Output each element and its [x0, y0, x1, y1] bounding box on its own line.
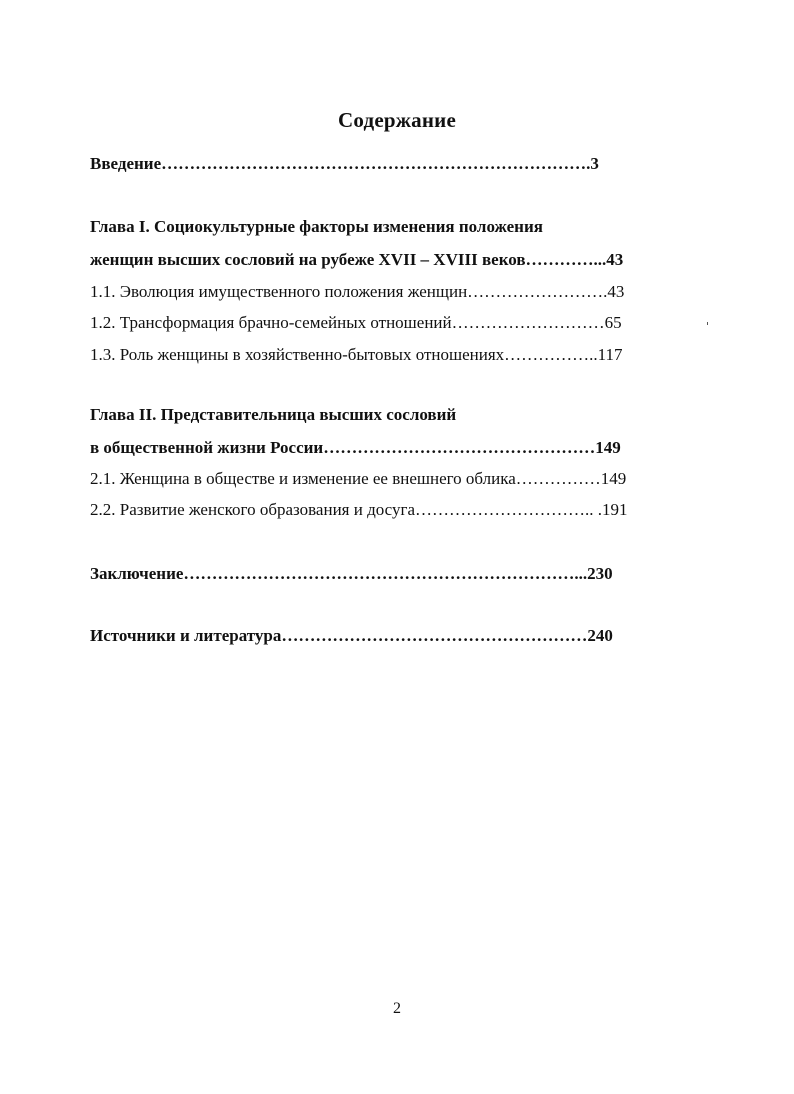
toc-chapter-2-title-line2: в общественной жизни России…………………………………………149 [90, 438, 621, 457]
toc-chapter-1-title-line1: Глава I. Социокультурные факторы изменения положения [90, 217, 543, 236]
toc-entry-1-3: 1.3. Роль женщины в хозяйственно-бытовых отношениях……………..117 [90, 345, 623, 364]
toc-entry-intro: Введение………………………………………………………………….3 [90, 154, 599, 173]
toc-chapter-2-title-line1: Глава II. Представительница высших сословий [90, 405, 457, 424]
page-number: 2 [393, 1000, 401, 1017]
toc-entry-conclusion: Заключение……………………………………………………………...230 [90, 564, 613, 583]
toc-entry-sources: Источники и литература………………………………………………240 [90, 626, 613, 645]
toc-entry-2-1: 2.1. Женщина в обществе и изменение ее внешнего облика……………149 [90, 469, 627, 488]
toc-entry-1-1: 1.1. Эволюция имущественного положения женщин…………………….43 [90, 282, 625, 301]
scan-speck [707, 322, 708, 325]
toc-chapter-1-title-line2: женщин высших сословий на рубеже XVII – XVIII веков…………...43 [90, 250, 624, 269]
toc-title: Содержание [338, 108, 456, 132]
toc-entry-1-2: 1.2. Трансформация брачно-семейных отношений………………………65 [90, 313, 622, 332]
toc-entry-2-2: 2.2. Развитие женского образования и досуга………………………….. .191 [90, 500, 628, 519]
